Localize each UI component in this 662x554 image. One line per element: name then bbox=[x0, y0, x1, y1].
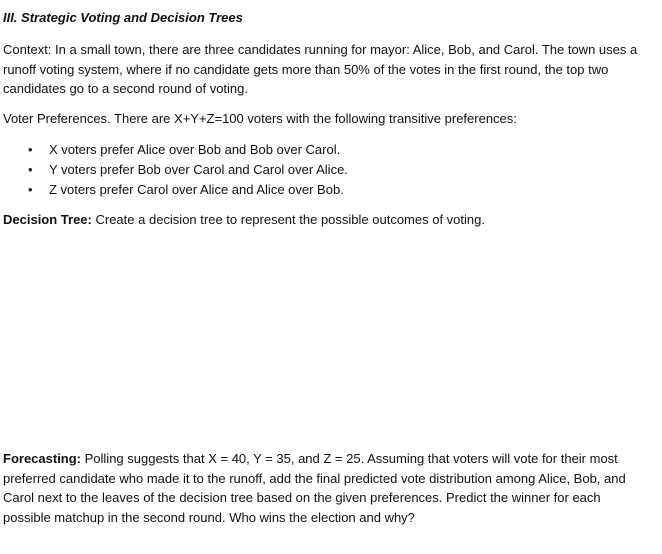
preference-list bbox=[3, 140, 348, 200]
list-item-text: Z voters prefer Carol over Alice and Alice over Bob. bbox=[49, 182, 344, 197]
list-item bbox=[3, 140, 348, 160]
list-item bbox=[3, 180, 348, 200]
forecasting-paragraph bbox=[3, 449, 643, 527]
decision-tree-paragraph bbox=[3, 210, 643, 230]
forecasting-text: Polling suggests that X = 40, Y = 35, and Z = 25. Assuming that voters will vote for their most preferred candidate who made it to the runoff, add the final predicted vote distribution among Alice, Bob, and Carol next to the leaves of the decision tree based on the given preferences. Predict the winner for each possible matchup in the second round. Who wins the election and why? bbox=[3, 451, 626, 525]
blank-answer-space bbox=[3, 235, 643, 440]
list-item bbox=[3, 160, 348, 180]
section-heading: III. Strategic Voting and Decision Trees bbox=[3, 10, 243, 25]
bullet-icon: • bbox=[28, 182, 33, 197]
voter-preferences-paragraph: Voter Preferences. There are X+Y+Z=100 voters with the following transitive preferences: bbox=[3, 111, 517, 126]
bullet-icon: • bbox=[28, 142, 33, 157]
list-item-text: X voters prefer Alice over Bob and Bob over Carol. bbox=[49, 142, 341, 157]
forecasting-label: Forecasting: bbox=[3, 451, 82, 466]
list-item-text: Y voters prefer Bob over Carol and Carol over Alice. bbox=[49, 162, 348, 177]
bullet-icon: • bbox=[28, 162, 33, 177]
decision-tree-label: Decision Tree: bbox=[3, 212, 92, 227]
decision-tree-text: Create a decision tree to represent the possible outcomes of voting. bbox=[91, 212, 485, 227]
context-paragraph: Context: In a small town, there are three candidates running for mayor: Alice, Bob, and Carol. The town uses a runoff voting system, where if no candidate gets more than 50% of the votes in the first round, the top two candidates go to a second round of voting. bbox=[3, 42, 638, 96]
